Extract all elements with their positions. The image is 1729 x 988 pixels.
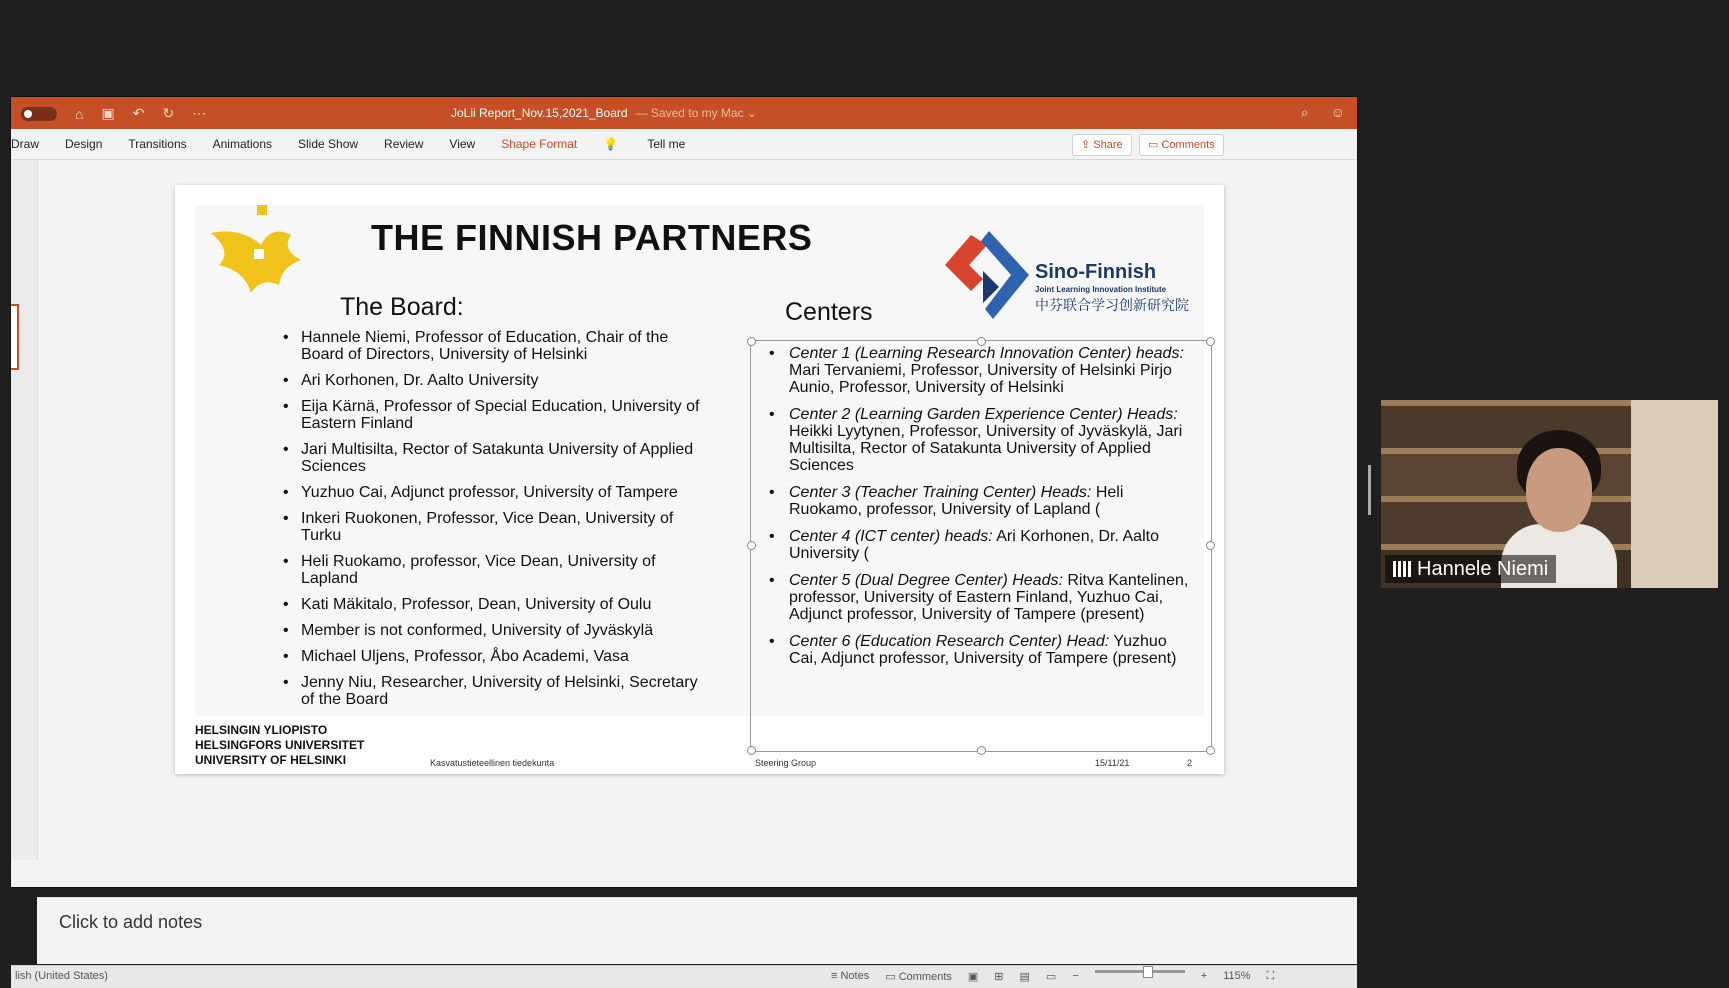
status-controls (831, 970, 1274, 983)
slideshow-icon[interactable]: ▭ (1045, 971, 1057, 983)
quick-access-toolbar (21, 105, 206, 122)
footer-faculty: Kasvatustieteellinen tiedekunta (430, 758, 555, 768)
wordmark-line: UNIVERSITY OF HELSINKI (195, 753, 347, 767)
ribbon (11, 129, 1357, 160)
sino-finnish-logo-mark (941, 231, 1031, 323)
comments-button[interactable] (1139, 134, 1224, 156)
resize-handle[interactable] (747, 337, 756, 346)
language-status[interactable]: lish (United States) (15, 970, 108, 982)
list-item (769, 572, 1194, 623)
tell-me-label: Tell me (647, 137, 686, 151)
center-title: Center 1 (Learning Research Innovation Center) heads: (789, 345, 1184, 362)
zoom-slider[interactable] (1095, 970, 1185, 973)
comments-toggle-label: Comments (898, 971, 952, 983)
search-icon[interactable]: ⌕ (1300, 104, 1309, 120)
participant-face (1526, 448, 1592, 532)
home-icon[interactable]: ⌂ (75, 105, 84, 122)
university-wordmark (195, 723, 364, 768)
list-item: • Member is not conformed, University of Jyväskylä (283, 622, 713, 639)
list-item: • Michael Uljens, Professor, Åbo Academi, Vasa (283, 648, 713, 665)
list-item (769, 528, 1194, 562)
tab-tell-me[interactable] (603, 137, 711, 151)
list-item: • Ari Korhonen, Dr. Aalto University (283, 372, 713, 389)
resize-handle[interactable] (1206, 746, 1215, 755)
centers-heading: Centers (785, 298, 873, 326)
footer-page-number: 2 (1187, 758, 1193, 768)
resize-handle[interactable] (977, 746, 986, 755)
list-item: • Jari Multisilta, Rector of Satakunta University of Applied Sciences (283, 441, 713, 475)
center-title: Center 3 (Teacher Training Center) Heads: (789, 484, 1092, 501)
document-title (451, 106, 757, 120)
center-details: Yuzhuo Cai, Adjunct professor, University of Tampere (present) (789, 633, 1177, 667)
notes-toggle[interactable] (831, 970, 869, 983)
resize-handle[interactable] (747, 541, 756, 550)
center-details: Heikki Lyytynen, Professor, University of Jyväskylä, Jari Multisilta, Rector of Satakunta University of Applied Sciences (789, 423, 1183, 474)
center-details: Heli Ruokamo, professor, University of Lapland ( (789, 484, 1124, 518)
save-icon[interactable]: ▣ (101, 105, 115, 121)
resize-handle[interactable] (1206, 541, 1215, 550)
share-icon: ⇪ (1081, 139, 1091, 151)
fit-slide-icon[interactable]: ⛶ (1266, 970, 1275, 982)
list-item: • Inkeri Ruokonen, Professor, Vice Dean, University of Turku (283, 510, 713, 544)
zoom-out-icon[interactable]: − (1072, 970, 1079, 982)
tab-shape-format[interactable]: Shape Format (501, 137, 578, 151)
slide-title: THE FINNISH PARTNERS (371, 217, 813, 258)
comments-label: Comments (1161, 139, 1215, 151)
list-item: • Heli Ruokamo, professor, Vice Dean, University of Lapland (283, 553, 713, 587)
centers-text-box[interactable] (750, 340, 1212, 752)
list-item (769, 633, 1194, 667)
center-title: Center 6 (Education Research Center) Head: (789, 633, 1110, 650)
lightbulb-icon: 💡 (603, 137, 619, 151)
logo-chinese: 中芬联合学习创新研究院 (1035, 297, 1189, 313)
comments-toggle[interactable] (885, 970, 952, 983)
tab-transitions[interactable]: Transitions (128, 137, 187, 151)
save-status: — Saved to my Mac ⌄ (635, 106, 757, 120)
center-title: Center 4 (ICT center) heads: (789, 528, 993, 545)
footer-date: 15/11/21 (1095, 758, 1130, 768)
center-title: Center 2 (Learning Garden Experience Center) Heads: (789, 406, 1178, 423)
center-details: Ritva Kantelinen, professor, University of Eastern Finland, Yuzhuo Cai, Adjunct professor, University of Tampere (present) (789, 572, 1189, 623)
slide-canvas[interactable] (175, 185, 1224, 774)
undo-icon[interactable]: ↶ (132, 105, 145, 121)
wall-background (1631, 400, 1718, 588)
reading-view-icon[interactable]: ▤ (1019, 971, 1030, 983)
footer-group: Steering Group (755, 758, 817, 768)
board-heading: The Board: (340, 293, 464, 321)
center-title: Center 5 (Dual Degree Center) Heads: (789, 572, 1063, 589)
center-details: Mari Tervaniemi, Professor, University of Helsinki Pirjo Aunio, Professor, University of Helsinki (789, 362, 1172, 396)
list-item: • Yuzhuo Cai, Adjunct professor, University of Tampere (283, 484, 713, 501)
ribbon-tabs (11, 137, 737, 151)
slide-thumbnail-pane[interactable] (11, 160, 38, 860)
centers-list (769, 345, 1194, 677)
tab-draw[interactable]: Draw (11, 137, 40, 151)
share-button[interactable] (1072, 134, 1132, 156)
more-icon[interactable]: ⋯ (192, 105, 207, 121)
board-member-list (283, 329, 713, 717)
selected-slide-thumbnail[interactable] (11, 304, 19, 370)
zoom-in-icon[interactable]: + (1200, 970, 1208, 982)
share-label: Share (1093, 139, 1123, 151)
title-bar-actions (1301, 104, 1345, 121)
redo-icon[interactable]: ↻ (162, 105, 175, 121)
notes-placeholder[interactable]: Click to add notes (59, 912, 203, 932)
university-flame-logo (201, 205, 319, 297)
normal-view-icon[interactable]: ▣ (967, 971, 979, 983)
center-details: Ari Korhonen, Dr. Aalto University ( (789, 528, 1159, 562)
participant-video[interactable] (1381, 400, 1718, 588)
slide-content-area (195, 205, 1204, 716)
comment-icon: ▭ (1148, 139, 1159, 151)
list-item: • Eija Kärnä, Professor of Special Education, University of Eastern Finland (283, 398, 713, 432)
notes-pane[interactable] (37, 897, 1357, 964)
participant-name: Hannele Niemi (1417, 558, 1549, 580)
logo-name: Sino-Finnish (1035, 261, 1157, 283)
wordmark-line: HELSINGFORS UNIVERSITET (195, 738, 365, 752)
resize-handle[interactable] (1206, 337, 1215, 346)
list-item: • Kati Mäkitalo, Professor, Dean, University of Oulu (283, 596, 713, 613)
autosave-toggle[interactable] (21, 107, 57, 121)
list-item (769, 406, 1194, 474)
tab-slide-show[interactable]: Slide Show (298, 137, 359, 151)
tab-review[interactable]: Review (384, 137, 424, 151)
account-icon[interactable]: ☺ (1330, 104, 1345, 120)
resize-handle[interactable] (747, 746, 756, 755)
tab-animations[interactable]: Animations (212, 137, 272, 151)
list-item (769, 484, 1194, 518)
logo-subtitle: Joint Learning Innovation Institute (1035, 285, 1167, 294)
slide-sorter-icon[interactable]: ⊞ (994, 971, 1004, 983)
tab-design[interactable]: Design (65, 137, 103, 151)
wordmark-line: HELSINGIN YLIOPISTO (195, 723, 328, 737)
list-item: • Hannele Niemi, Professor of Education, Chair of the Board of Directors, University of Helsinki (283, 329, 713, 363)
notes-icon: ≡ (831, 970, 838, 982)
signal-strength-icon (1393, 561, 1411, 577)
comment-icon: ▭ (885, 971, 896, 983)
document-name: JoLii Report_Nov.15,2021_Board (451, 106, 628, 120)
zoom-level[interactable]: 115% (1223, 970, 1251, 982)
tab-view[interactable]: View (449, 137, 476, 151)
title-bar (11, 97, 1357, 129)
notes-toggle-label: Notes (840, 970, 870, 982)
panel-divider[interactable] (1368, 465, 1371, 515)
participant-name-tag (1385, 555, 1556, 583)
zoom-slider-knob[interactable] (1143, 966, 1153, 978)
list-item (769, 345, 1194, 396)
list-item: • Jenny Niu, Researcher, University of Helsinki, Secretary of the Board (283, 674, 713, 708)
